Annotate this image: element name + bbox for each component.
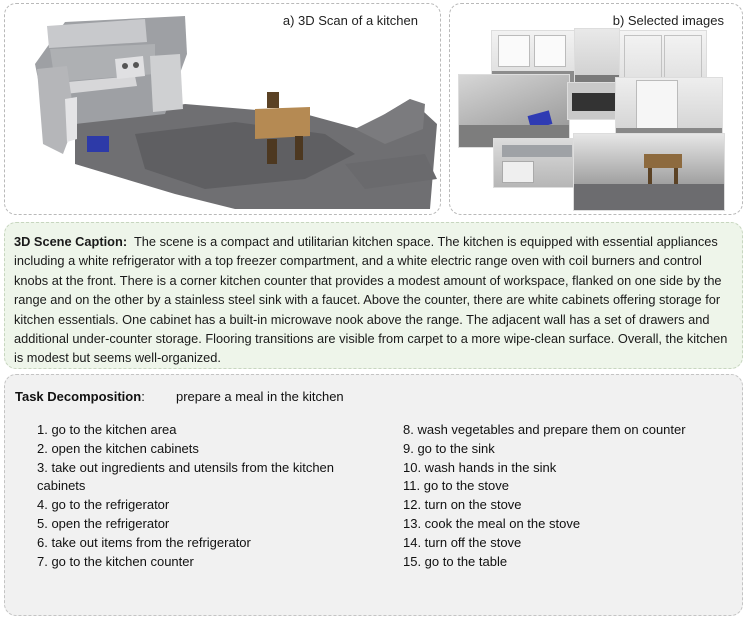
caption-body: The scene is a compact and utilitarian kitchen space. The kitchen is equipped with essential appliances including a white refrigerator with a top freezer compartment, and a white electric range oven with coil burners and control knobs at the front. There is a corner kitchen counter that provides a modest amount of workspace, flanked on one side by the range and on the other by a stainless steel sink with a faucet. Above the counter, there are white cabinets offering storage for kitchen essentials. One cabinet has a built-in microwave nook above the range. The adjacent wall has a set of drawers and additional under-counter storage. Flooring transitions are visible from carpet to a more wipe-clean surface. Overall, the kitchen is modest but seems well-organized. (14, 234, 728, 366)
list-item: 2. open the kitchen cabinets (37, 440, 199, 456)
list-item: 8. wash vegetables and prepare them on counter (403, 422, 686, 437)
caption-heading: 3D Scene Caption (14, 234, 123, 249)
photo-fridge (616, 78, 722, 142)
scene-caption: 3D Scene Caption: The scene is a compact and utilitarian kitchen space. The kitchen is equipped with essential appliances including a white refrigerator with a top freezer compartment, and a white electric range oven with coil burners and control knobs at the front. There is a corner kitchen counter that provides a modest amount of workspace, flanked on one side by the range and on the other by a stainless steel sink with a faucet. Above the counter, there are white cabinets offering storage for kitchen essentials. One cabinet has a built-in microwave nook above the range. The adjacent wall has a set of drawers and additional under-counter storage. Flooring transitions are visible from carpet to a more wipe-clean surface. Overall, the kitchen is modest but seems well-organized. (14, 234, 728, 366)
photo-table (574, 134, 724, 210)
list-item: 1. go to the kitchen area (37, 422, 177, 437)
list-item: 3. take out ingredients and utensils from the kitchen cabinets (37, 459, 335, 494)
task-goal: prepare a meal in the kitchen (176, 389, 344, 404)
photo-sink (494, 139, 578, 187)
steps-left-column (37, 421, 357, 571)
scan-panel (4, 3, 441, 215)
selected-images-label: b) Selected images (612, 13, 724, 28)
list-item: 14. turn off the stove (403, 534, 522, 550)
task-heading: Task Decomposition: (15, 389, 145, 404)
scene-caption-panel (4, 222, 743, 369)
list-item: 13. cook the meal on the stove (403, 515, 581, 531)
list-item: 12. turn on the stove (403, 497, 522, 513)
steps-right-column (403, 421, 743, 571)
photo-cabinet-right (620, 31, 706, 83)
list-item: 7. go to the kitchen counter (37, 553, 194, 569)
list-item: 9. go to the sink (403, 440, 495, 456)
task-decomposition-panel (4, 374, 743, 616)
list-item: 5. open the refrigerator (37, 515, 170, 531)
scan-panel-label: a) 3D Scan of a kitchen (282, 13, 418, 28)
list-item: 15. go to the table (403, 553, 508, 569)
photo-stove (568, 83, 620, 119)
task-heading-label: Task Decomposition (15, 389, 142, 404)
list-item: 6. take out items from the refrigerator (37, 534, 251, 550)
kitchen-3d-scan-image (5, 4, 441, 215)
photo-blue-bin (459, 75, 569, 147)
selected-images-panel (449, 3, 743, 215)
list-item: 10. wash hands in the sink (403, 459, 557, 475)
list-item: 4. go to the refrigerator (37, 497, 170, 513)
list-item: 11. go to the stove (403, 478, 509, 494)
